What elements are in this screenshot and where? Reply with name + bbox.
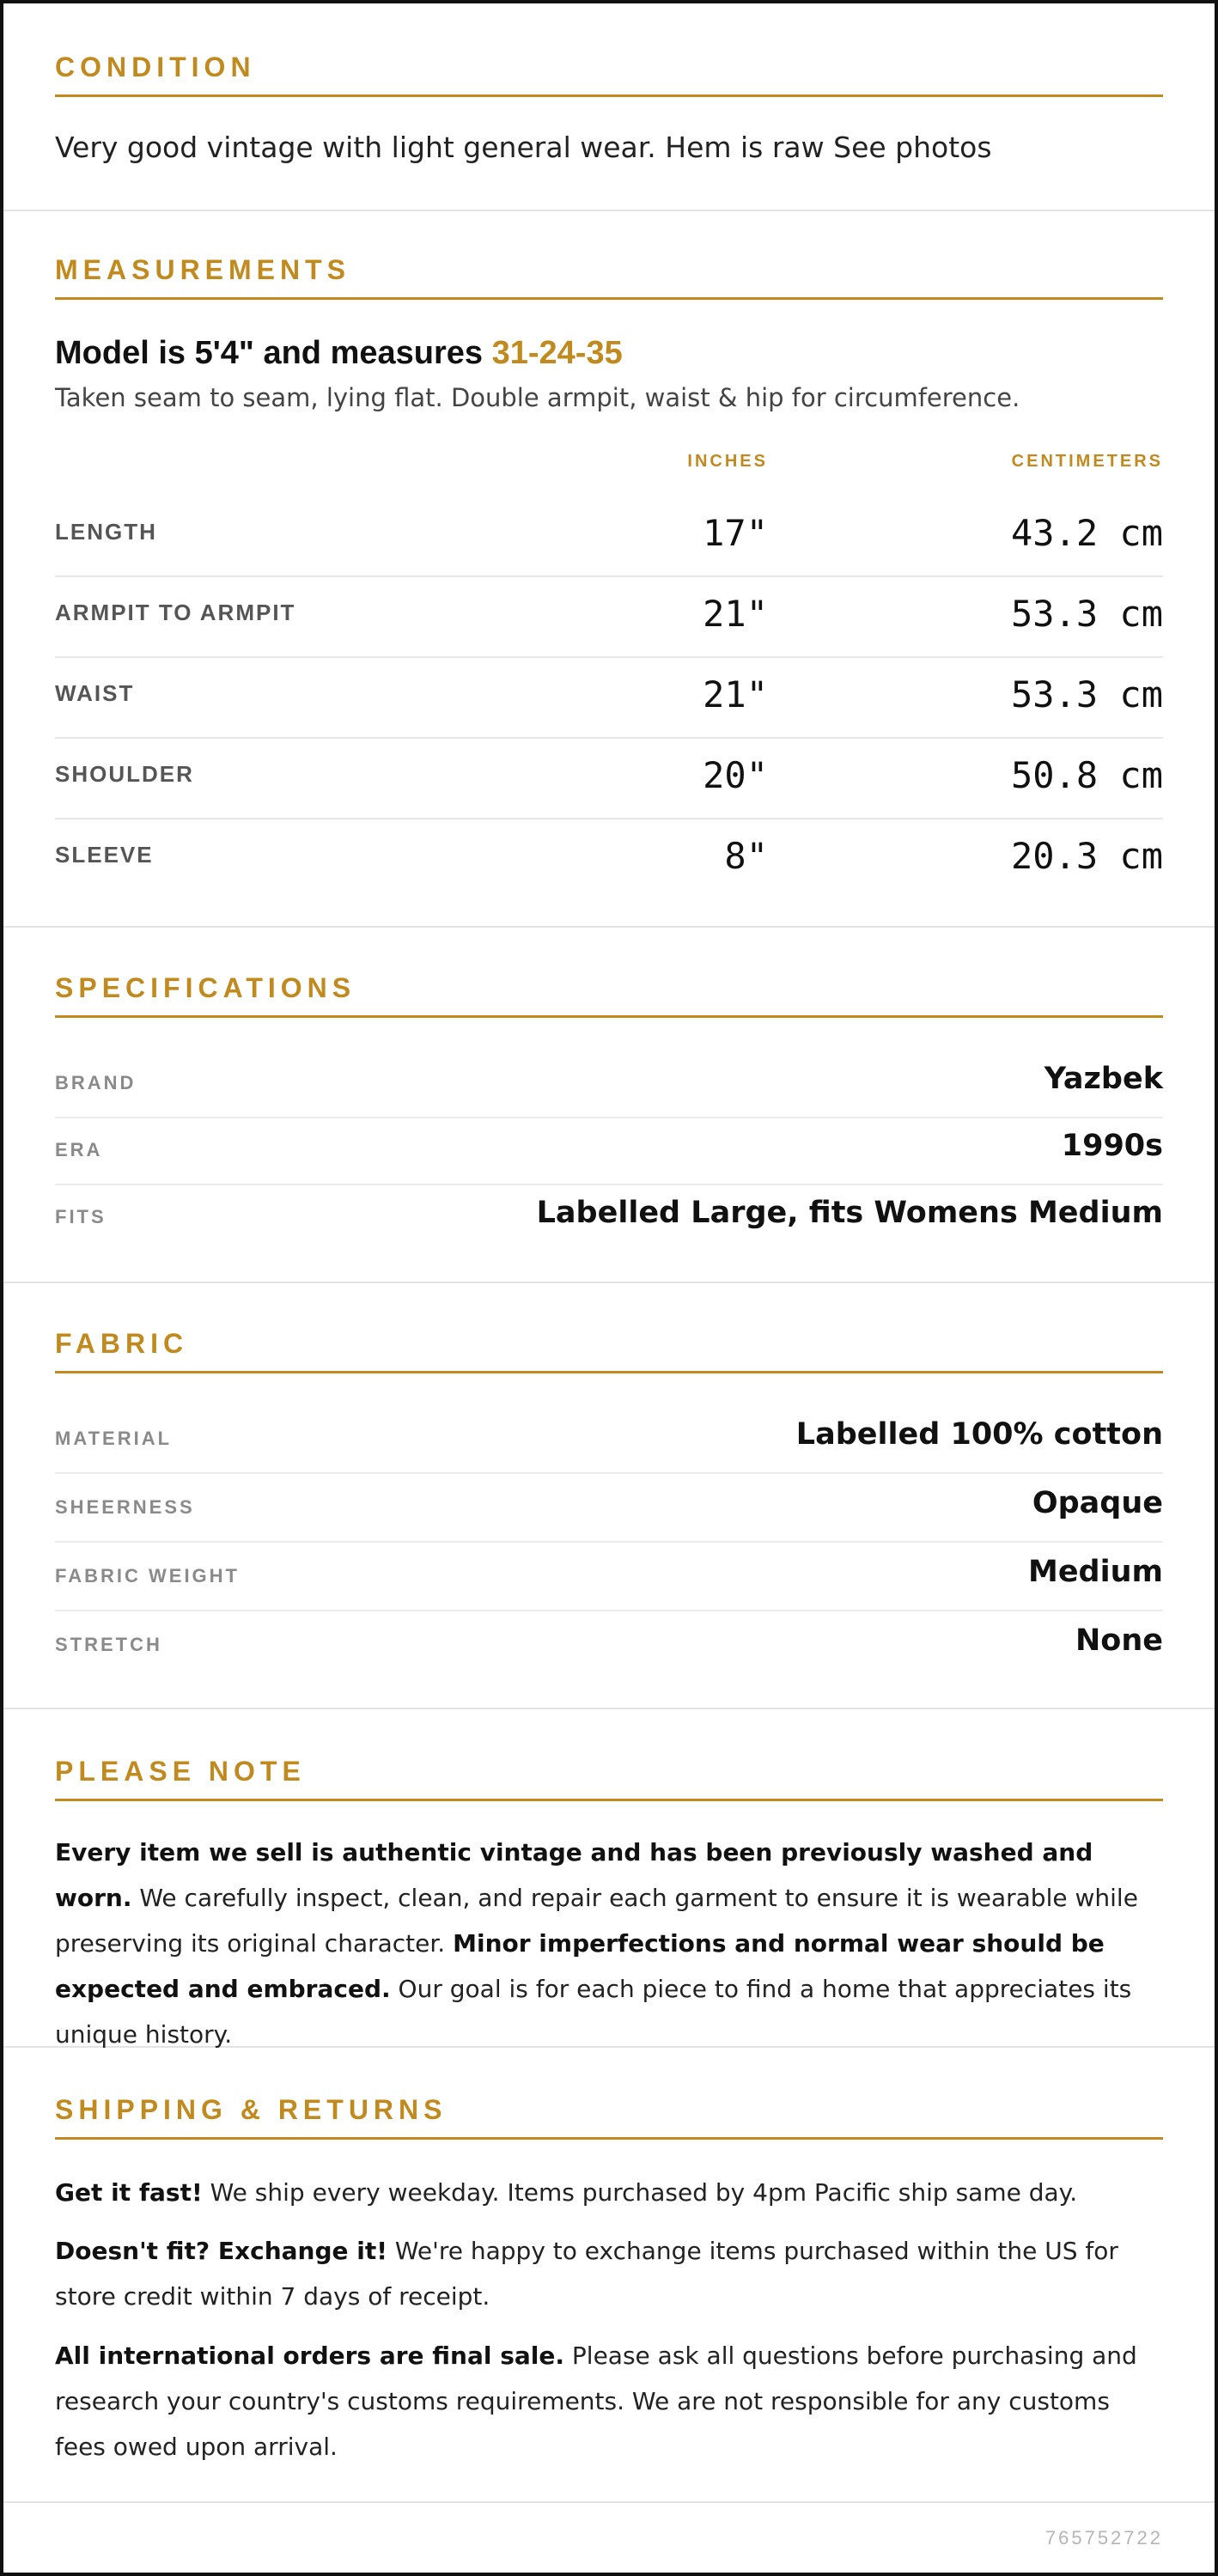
spec-row-era	[55, 1117, 1163, 1185]
condition-text: Very good vintage with light general wear. Hem is raw See photos	[55, 131, 992, 164]
spec-value: Yazbek	[1044, 1062, 1163, 1096]
shipping-text-2: We're happy to exchange items purchased within the US for store credit within 7 days of receipt.	[55, 2237, 1118, 2311]
please-note-title: PLEASE NOTE	[55, 1754, 1163, 1801]
shipping-paragraph-3	[55, 2333, 1163, 2469]
measurement-row-length	[55, 495, 1163, 577]
measurement-row-sleeve	[55, 818, 1163, 898]
measurement-inches: 17"	[703, 512, 768, 554]
measurements-title: MEASUREMENTS	[55, 253, 1163, 300]
shipping-paragraph-2	[55, 2228, 1163, 2319]
measurement-cm: 53.3 cm	[1010, 593, 1163, 635]
fabric-value: Medium	[1027, 1555, 1163, 1589]
shipping-text-1: We ship every weekday. Items purchased by 4pm Pacific ship same day.	[202, 2178, 1078, 2207]
condition-section	[3, 3, 1215, 211]
measurement-cm: 43.2 cm	[1010, 512, 1163, 554]
measurements-section	[3, 211, 1215, 928]
fabric-row-material	[55, 1405, 1163, 1474]
shipping-title: SHIPPING & RETURNS	[55, 2092, 1163, 2140]
measurement-cm: 50.8 cm	[1010, 754, 1163, 796]
model-measures: 31-24-35	[491, 335, 623, 371]
centimeters-column-header: CENTIMETERS	[1011, 452, 1163, 471]
spec-row-brand	[55, 1050, 1163, 1118]
spec-label: ERA	[55, 1139, 103, 1160]
fabric-label: MATERIAL	[55, 1428, 173, 1449]
shipping-paragraph-1	[55, 2170, 1163, 2215]
spec-label: BRAND	[55, 1072, 137, 1093]
measurement-row-armpit	[55, 575, 1163, 658]
fabric-label: SHEERNESS	[55, 1496, 195, 1518]
shipping-bold-1: Get it fast!	[55, 2178, 203, 2207]
measurement-label: SLEEVE	[55, 842, 154, 868]
shipping-bold-3: All international orders are final sale.	[55, 2342, 565, 2370]
spec-value: 1990s	[1061, 1129, 1163, 1163]
measurement-inches: 21"	[703, 673, 768, 716]
fabric-row-sheerness	[55, 1474, 1163, 1543]
fabric-title: FABRIC	[55, 1326, 1163, 1373]
measurement-label: SHOULDER	[55, 761, 194, 787]
fabric-row-weight	[55, 1543, 1163, 1611]
specifications-title: SPECIFICATIONS	[55, 971, 1163, 1018]
fabric-value: Opaque	[1032, 1486, 1163, 1520]
measurement-inches: 21"	[703, 593, 768, 635]
product-sku: 765752722	[1044, 2527, 1163, 2549]
measurement-inches: 20"	[703, 754, 768, 796]
fabric-label: STRETCH	[55, 1634, 162, 1655]
fabric-row-stretch	[55, 1611, 1163, 1678]
spec-value: Labelled Large, fits Womens Medium	[536, 1196, 1163, 1230]
shipping-bold-2: Doesn't fit? Exchange it!	[55, 2237, 387, 2265]
measurement-cm: 53.3 cm	[1010, 673, 1163, 716]
condition-title: CONDITION	[55, 50, 1163, 97]
model-prefix: Model is 5'4" and measures	[55, 335, 492, 371]
note-text-2: Our goal is for each piece to find a home that appreciates its unique history.	[55, 1975, 1132, 2049]
note-bold-1: Every item we sell is authentic vintage and has been previously washed and worn.	[55, 1838, 1093, 1912]
footer	[3, 2503, 1215, 2576]
measurement-label: LENGTH	[55, 519, 157, 545]
note-bold-2: Minor imperfections and normal wear should be expected and embraced.	[55, 1929, 1105, 2003]
fabric-label: FABRIC WEIGHT	[55, 1565, 240, 1586]
measurement-row-shoulder	[55, 737, 1163, 819]
model-measurements-line	[55, 335, 623, 372]
measurement-label: ARMPIT TO ARMPIT	[55, 600, 296, 625]
shipping-returns-section	[3, 2048, 1215, 2503]
fabric-value: None	[1075, 1623, 1163, 1658]
spec-label: FITS	[55, 1206, 107, 1227]
please-note-text	[55, 1830, 1163, 2057]
spec-row-fits	[55, 1184, 1163, 1251]
measurement-label: WAIST	[55, 680, 135, 706]
inches-column-header: INCHES	[687, 452, 768, 471]
measurement-cm: 20.3 cm	[1010, 835, 1163, 877]
measurement-inches: 8"	[724, 835, 768, 877]
note-text-1: We carefully inspect, clean, and repair each garment to ensure it is wearable while preserving its original character.	[55, 1884, 1138, 1958]
measurement-row-waist	[55, 656, 1163, 739]
fabric-section	[3, 1283, 1215, 1709]
measurement-method-text: Taken seam to seam, lying flat. Double armpit, waist & hip for circumference.	[55, 383, 1020, 412]
specifications-section	[3, 928, 1215, 1283]
shipping-text-3: Please ask all questions before purchasing and research your country's customs requirements. We are not responsible for any customs fees owed upon arrival.	[55, 2342, 1137, 2461]
please-note-section	[3, 1709, 1215, 2048]
fabric-value: Labelled 100% cotton	[795, 1417, 1163, 1452]
